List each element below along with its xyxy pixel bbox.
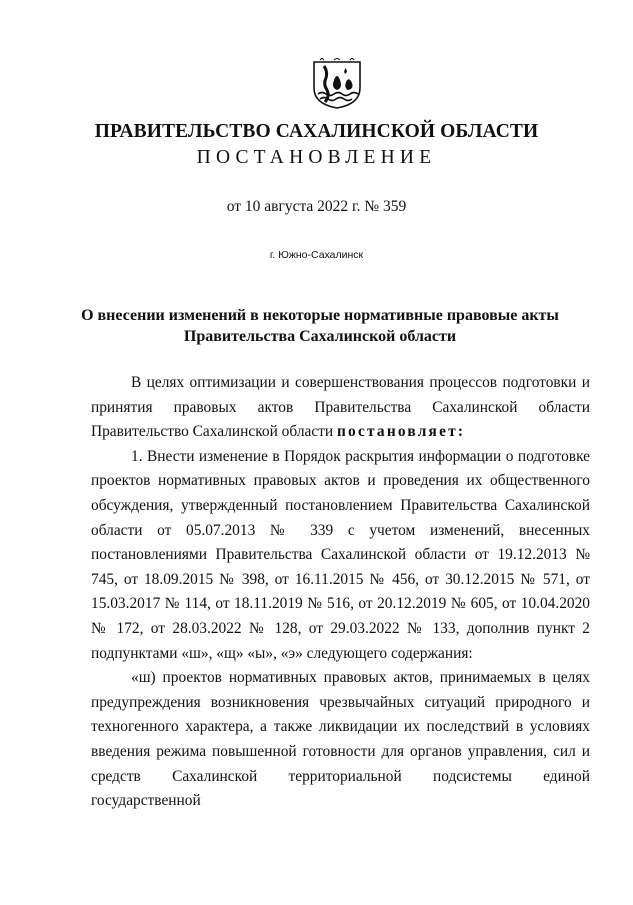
intro-paragraph [91, 371, 590, 445]
subject-line-2: Правительства Сахалинской области [183, 328, 457, 345]
document-city: г. Южно-Сахалинск [269, 249, 364, 261]
government-title: ПРАВИТЕЛЬСТВО САХАЛИНСКОЙ ОБЛАСТИ [94, 121, 539, 142]
document-body [91, 371, 590, 814]
subject-line-1: О внесении изменений в некоторые нормативные правовые акты [81, 307, 559, 324]
document-date-number: от 10 августа 2022 г. № 359 [226, 198, 407, 215]
intro-text: В целях оптимизации и совершенствования процессов подготовки и принятия правовых актов Правительства Сахалинской области Правительство Сахалинской области [91, 374, 590, 441]
document-subject [40, 305, 600, 347]
item-sh-paragraph: «ш) проектов нормативных правовых актов, принимаемых в целях предупреждения возникновения чрезвычайных ситуаций природного и техногенного характера, а также ликвидации их последствий в условиях введения режима повышенной готовности для органов управления, сил и средств Сахалинской территориальной подсистемы единой государственной [91, 669, 590, 810]
document-type: ПОСТАНОВЛЕНИЕ [196, 147, 437, 168]
intro-keyword: постановляет: [336, 423, 466, 441]
item-1-paragraph: 1. Внести изменение в Порядок раскрытия информации о подготовке проектов нормативных правовых актов и проведения их общественного обсуждения, утвержденный постановлением Правительства Сахалинской области от 05.07.2013 № 339 с учетом изменений, внесенных постановлениями Правительства Сахалинской области от 19.12.2013 № 745, от 18.09.2015 № 398, от 16.11.2015 № 456, от 30.12.2015 № 571, от 15.03.2017 № 114, от 18.11.2019 № 516, от 20.12.2019 № 605, от 10.04.2020 № 172, от 28.03.2022 № 128, от 29.03.2022 № 133, дополнив пункт 2 подпунктами «ш», «щ» «ы», «э» следующего содержания: [91, 447, 590, 662]
sakhalin-coat-of-arms-icon [310, 58, 364, 110]
